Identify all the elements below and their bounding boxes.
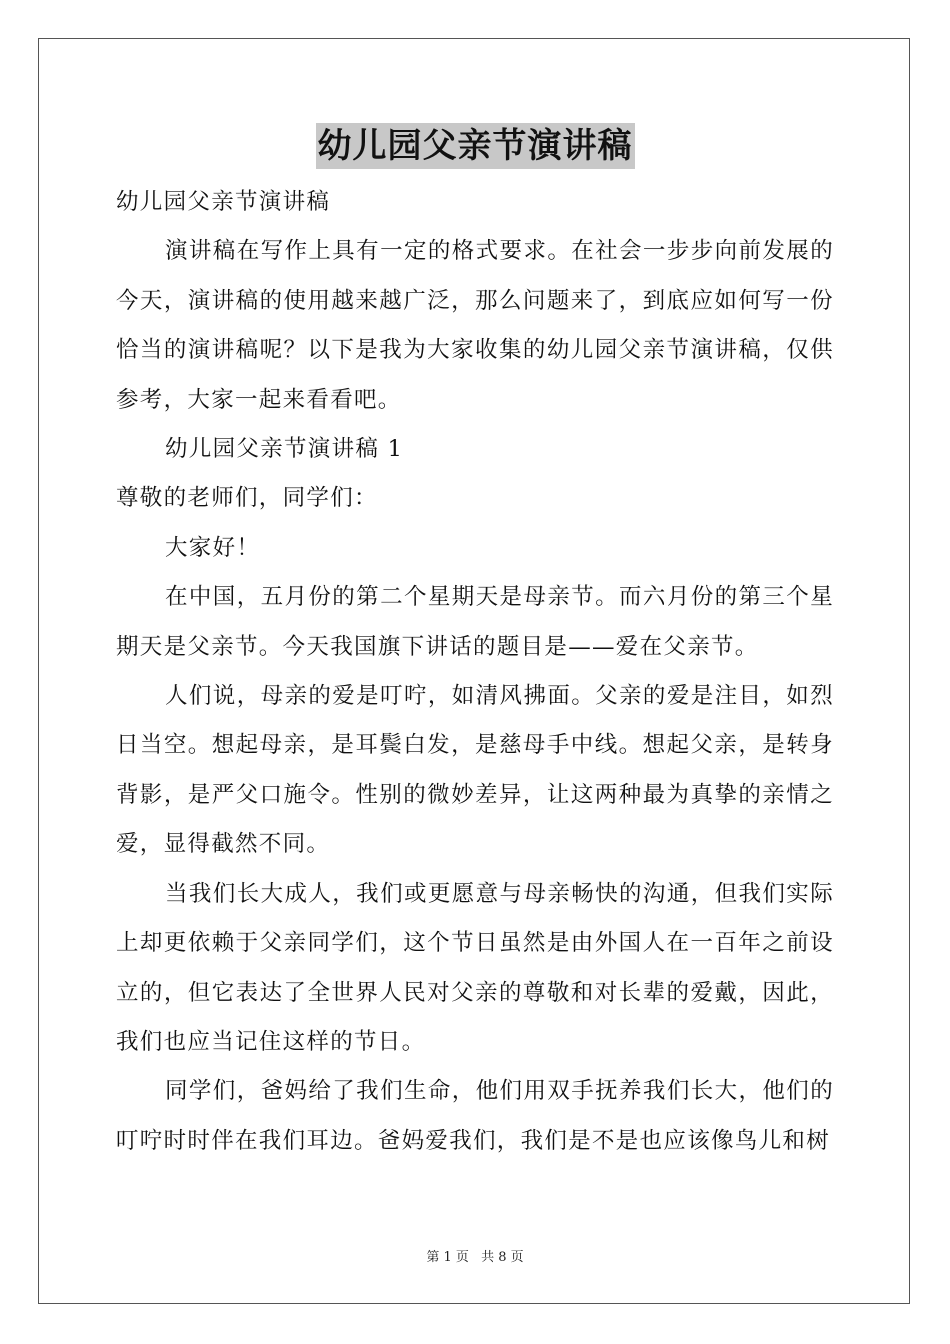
paragraph-body: 同学们，爸妈给了我们生命，他们用双手抚养我们长大，他们的叮咛时时伴在我们耳边。爸妈爱我们，我们是不是也应该像鸟儿和树 <box>116 1078 834 1154</box>
paragraph-salutation: 尊敬的老师们，同学们： <box>116 485 378 512</box>
paragraph-subtitle: 幼儿园父亲节演讲稿 <box>116 189 331 215</box>
paragraph-greeting: 大家好！ <box>165 534 261 561</box>
page-footer <box>0 1246 950 1265</box>
page-number: 第 1 页 <box>426 1250 469 1265</box>
paragraph-body: 当我们长大成人，我们或更愿意与母亲畅快的沟通，但我们实际上却更依赖于父亲同学们，这个节日虽然是由外国人在一百年之前设立的，但它表达了全世界人民对父亲的尊敬和对长辈的爱戴，因此，我们也应当记住这样的节日。 <box>116 880 834 1055</box>
paragraph-body: 人们说，母亲的爱是叮咛，如清风拂面。父亲的爱是注目，如烈日当空。想起母亲，是耳鬓白发，是慈母手中线。想起父亲，是转身背影，是严父口施令。性别的微妙差异，让这两种最为真挚的亲情之爱，显得截然不同。 <box>116 683 834 858</box>
paragraph-intro: 演讲稿在写作上具有一定的格式要求。在社会一步步向前发展的今天，演讲稿的使用越来越广泛，那么问题来了，到底应如何写一份恰当的演讲稿呢？以下是我为大家收集的幼儿园父亲节演讲稿，仅供参考，大家一起来看看吧。 <box>116 238 834 413</box>
paragraph-body: 在中国，五月份的第二个星期天是母亲节。而六月份的第三个星期天是父亲节。今天我国旗下讲话的题目是——爱在父亲节。 <box>116 584 834 660</box>
page-total: 共 8 页 <box>481 1250 524 1265</box>
document-title: 幼儿园父亲节演讲稿 <box>316 123 635 169</box>
title-container <box>0 123 950 169</box>
document-body <box>116 178 834 1166</box>
paragraph-section-heading: 幼儿园父亲节演讲稿 1 <box>165 436 404 463</box>
